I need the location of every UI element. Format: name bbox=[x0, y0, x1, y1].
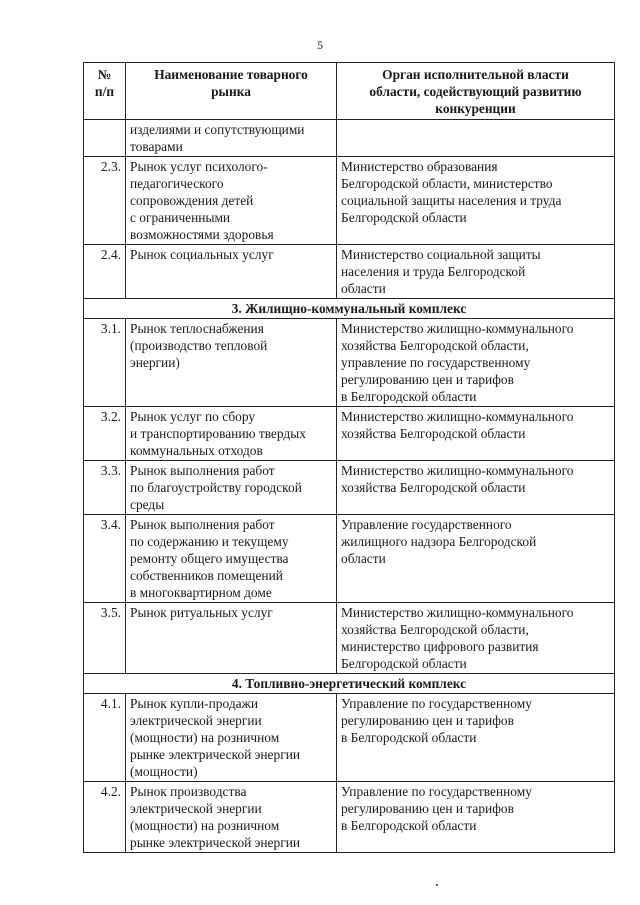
table-row bbox=[84, 245, 615, 299]
row-number: 4.1. bbox=[84, 694, 126, 782]
authority-name: Министерство образования Белгородской области, министерство социальной защиты населения и труда Белгородской области bbox=[337, 157, 615, 245]
section-header-row bbox=[84, 299, 615, 319]
section-title: 3. Жилищно-коммунальный комплекс bbox=[84, 299, 615, 319]
section-title: 4. Топливно-энергетический комплекс bbox=[84, 674, 615, 694]
authority-name: Министерство жилищно-коммунального хозяйства Белгородской области bbox=[337, 461, 615, 515]
table-row bbox=[84, 319, 615, 407]
header-number: № п/п bbox=[84, 63, 126, 120]
authority-name: Управление по государственному регулированию цен и тарифов в Белгородской области bbox=[337, 782, 615, 853]
row-number: 3.4. bbox=[84, 515, 126, 603]
authority-name: Управление государственного жилищного надзора Белгородской области bbox=[337, 515, 615, 603]
market-name: Рынок выполнения работ по содержанию и текущему ремонту общего имущества собственников помещений в многоквартирном доме bbox=[126, 515, 337, 603]
authority-name bbox=[337, 120, 615, 157]
authority-name: Министерство жилищно-коммунального хозяйства Белгородской области, министерство цифрового развития Белгородской области bbox=[337, 603, 615, 674]
row-number: 3.2. bbox=[84, 407, 126, 461]
table-row bbox=[84, 407, 615, 461]
page-number: 5 bbox=[317, 38, 323, 52]
table-row bbox=[84, 461, 615, 515]
authority-name: Министерство жилищно-коммунального хозяйства Белгородской области bbox=[337, 407, 615, 461]
row-number: 4.2. bbox=[84, 782, 126, 853]
table-header-row bbox=[84, 63, 615, 120]
header-market-name: Наименование товарного рынка bbox=[126, 63, 337, 120]
authority-name: Министерство социальной защиты населения и труда Белгородской области bbox=[337, 245, 615, 299]
table-row bbox=[84, 782, 615, 853]
table-row bbox=[84, 120, 615, 157]
market-name: Рынок теплоснабжения (производство тепловой энергии) bbox=[126, 319, 337, 407]
market-name: Рынок услуг психолого- педагогического сопровождения детей с ограниченными возможностями здоровья bbox=[126, 157, 337, 245]
market-name: Рынок социальных услуг bbox=[126, 245, 337, 299]
table-body bbox=[84, 120, 615, 853]
table-row bbox=[84, 157, 615, 245]
row-number: 2.4. bbox=[84, 245, 126, 299]
market-name: Рынок услуг по сбору и транспортированию твердых коммунальных отходов bbox=[126, 407, 337, 461]
row-number bbox=[84, 120, 126, 157]
row-number: 3.5. bbox=[84, 603, 126, 674]
competition-markets-table bbox=[83, 62, 615, 853]
market-name: Рынок ритуальных услуг bbox=[126, 603, 337, 674]
market-name: изделиями и сопутствующими товарами bbox=[126, 120, 337, 157]
authority-name: Управление по государственному регулированию цен и тарифов в Белгородской области bbox=[337, 694, 615, 782]
scan-speck bbox=[436, 884, 438, 886]
table-row bbox=[84, 515, 615, 603]
row-number: 3.1. bbox=[84, 319, 126, 407]
header-authority: Орган исполнительной власти области, содействующий развитию конкуренции bbox=[337, 63, 615, 120]
table-row bbox=[84, 603, 615, 674]
table-row bbox=[84, 694, 615, 782]
authority-name: Министерство жилищно-коммунального хозяйства Белгородской области, управление по государственному регулированию цен и тарифов в Белгородской области bbox=[337, 319, 615, 407]
market-name: Рынок выполнения работ по благоустройству городской среды bbox=[126, 461, 337, 515]
row-number: 2.3. bbox=[84, 157, 126, 245]
market-name: Рынок купли-продажи электрической энергии (мощности) на розничном рынке электрической энергии (мощности) bbox=[126, 694, 337, 782]
row-number: 3.3. bbox=[84, 461, 126, 515]
section-header-row bbox=[84, 674, 615, 694]
market-name: Рынок производства электрической энергии (мощности) на розничном рынке электрической энергии bbox=[126, 782, 337, 853]
